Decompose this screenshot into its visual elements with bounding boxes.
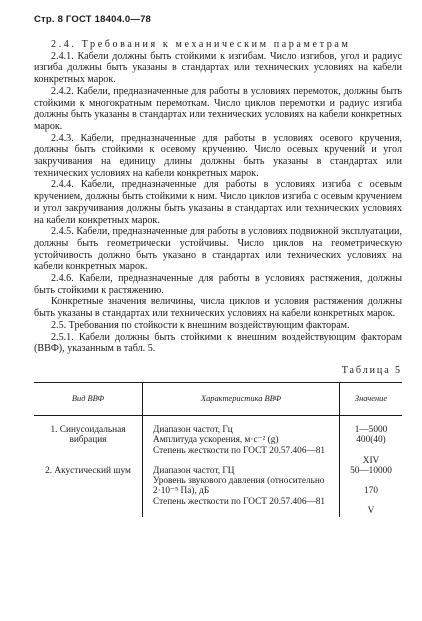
paragraph: 2.4.4. Кабели, предназначенные для работы в условиях изгиба с осевым кручением, должны быть стойкими к ним. Число циклов изгиба с осевым кручением и угол закручивания должны быть указаны в стандартах или технических условиях на кабели конкретных марок. (34, 179, 402, 226)
paragraph: 2.4.3. Кабели, предназначенные для работы в условиях осевого кручения, должны быть стойкими к осевому кручению. Число осевых кручений и угол закручивания на единицу длины должны быть указаны в стандартах или технических условиях на кабели конкретных марок. (34, 132, 402, 179)
factor-value: 1—5000 (354, 424, 388, 435)
body-text (34, 39, 402, 355)
factor-characteristic: Степень жесткости по ГОСТ 20.57.406—81 (153, 496, 326, 507)
paragraph: 2.5.1. Кабели должны быть стойкими к внешним воздействующим факторам (ВВФ), указанным в табл. 5. (34, 331, 402, 355)
column-header: Значение (340, 382, 403, 415)
factor-characteristic: Диапазон частот, ГЦ (153, 465, 235, 476)
paragraph: 2.4.5. Кабели, предназначенные для работы в условиях подвижной эксплуатации, должны быть геометрически устойчивы. Число циклов на геометрическую устойчивость должно быть указано в стандартах или технических условиях на кабели конкретных марок. (34, 226, 402, 273)
factor-value: XIV (362, 455, 380, 466)
section-heading: 2.4. Требования к механическим параметрам (51, 39, 351, 50)
table-header-row (34, 382, 402, 415)
paragraph: 2.5. Требования по стойкости к внешним воздействующим факторам. (51, 319, 350, 331)
table-title: Таблица 5 (341, 364, 402, 376)
factor-value: 50—10000 (350, 465, 392, 476)
page-header: Стр. 8 ГОСТ 18404.0—78 (34, 14, 152, 25)
paragraph: 2.4.6. Кабели, предназначенные для работы в условиях растяжения, должны быть стойкими к растяжению. (34, 273, 402, 296)
factor-characteristic: Диапазон частот, Гц (153, 424, 233, 435)
factor-value: 170 (364, 486, 378, 497)
paragraph: 2.4.1. Кабели должны быть стойкими к изгибам. Число изгибов, угол и радиус изгиба должны быть указаны в стандартах или технических условиях на кабели конкретных марок. (34, 50, 402, 86)
factor-value: 400(40) (356, 435, 386, 446)
paragraph: Конкретные значения величины, числа циклов и условия растяжения должны быть указаны в стандартах или технических условиях на кабели конкретных марок. (34, 296, 402, 320)
factor-value: V (367, 506, 375, 517)
table-row (34, 466, 402, 517)
factor-characteristic: Уровень звукового давления (относительно 2·10⁻⁵ Па), дБ (153, 476, 325, 497)
factor-characteristic: Степень жесткости по ГОСТ 20.57.406—81 (153, 445, 326, 456)
table-row (34, 425, 402, 466)
column-header: Вид ВВФ (34, 382, 143, 415)
factor-characteristic: Амплитуда ускорения, м·с⁻² (g) (153, 435, 279, 446)
factor-type: 1. Синусоидальная вибрация (50, 424, 126, 446)
factor-type: 2. Акустический шум (45, 465, 131, 476)
data-table (34, 382, 402, 517)
column-header: Характеристика ВВФ (143, 382, 340, 415)
paragraph: 2.4.2. Кабели, предназначенные для работы в условиях перемоток, должны быть стойкими к многократным перемоткам. Число циклов перемотки и радиус изгиба должны быть указаны в стандартах или технических условиях на кабели конкретных марок. (34, 85, 402, 132)
